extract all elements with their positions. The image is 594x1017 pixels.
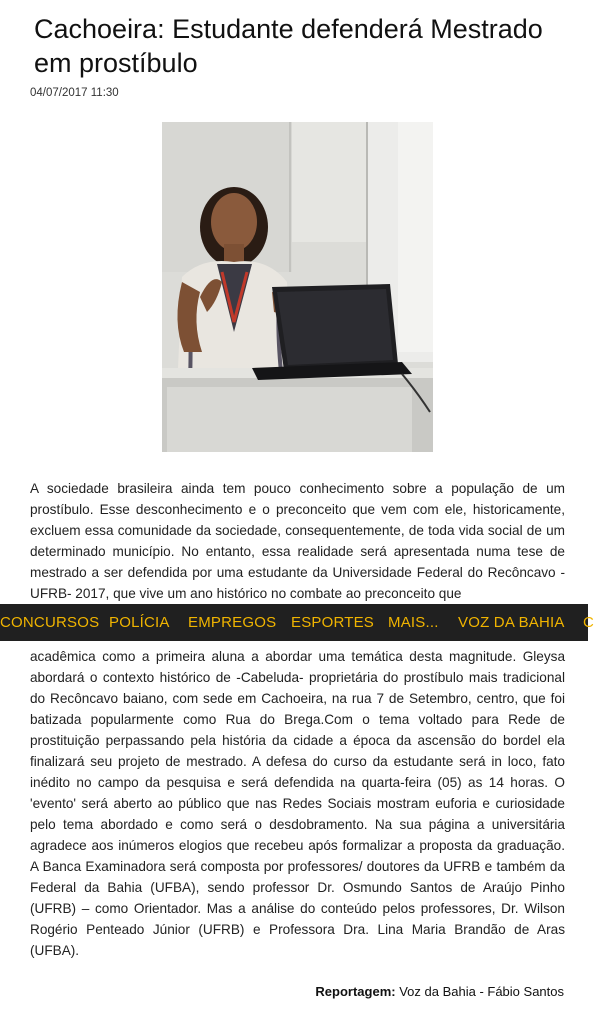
nav-item-empregos[interactable]: EMPREGOS <box>188 614 277 631</box>
nav-item-policia[interactable]: POLÍCIA <box>109 614 170 631</box>
nav-item-mais[interactable]: MAIS... <box>388 614 439 631</box>
article-body <box>30 478 565 604</box>
article-title: Cachoeira: Estudante defenderá Mestrado em prostíbulo <box>34 14 543 78</box>
article-timestamp: 04/07/2017 11:30 <box>30 87 119 99</box>
article-photo <box>162 122 433 452</box>
photo-icon <box>162 122 433 452</box>
credit-value: Voz da Bahia - Fábio Santos <box>399 984 564 999</box>
category-navbar <box>0 604 594 641</box>
article-credit <box>315 984 564 999</box>
nav-item-cut-off[interactable]: C <box>583 614 594 631</box>
nav-item-esportes[interactable]: ESPORTES <box>291 614 375 631</box>
article-paragraph-bottom: acadêmica como a primeira aluna a abordar uma temática desta magnitude. Gleysa abordará o contexto histórico de -Cabeluda- proprietária do prostíbulo mais tradicional do Recôncavo baiano, com sede em Cachoeira, na rua 7 de Setembro, centro, que foi batizada popularmente como Rua do Brega.Com o tema voltado para Rede de prostituição perpassando pela história da cidade a época da ascensão do bordel ela finalizará seu projeto de mestrado. A defesa do curso da estudante será in loco, fato inédito no campo da pesquisa e será defendida na quarta-feira (05) as 14 horas. O 'evento' será aberto ao público que nas Redes Sociais mostram euforia e curiosidade pelo tema abordado e como será o desdobramento. Na sua página a universitária agradece aos inúmeros elogios que recebeu após formalizar a proposta da graduação. A Banca Examinadora será composta por professores/ doutores da UFRB e também da Federal da Bahia (UFBA), sendo professor Dr. Osmundo Santos de Araújo Pinho (UFRB) – como Orientador. Mas a análise do conteúdo pelos professores, Dr. Wilson Rogério Penteado Júnior (UFRB) e Professora Dra. Lina Maria Brandão de Aras (UFBA). <box>30 649 565 958</box>
nav-item-voz-da-bahia[interactable]: VOZ DA BAHIA <box>458 614 565 631</box>
nav-item-concursos[interactable]: CONCURSOS <box>0 614 100 631</box>
article-paragraph-top: A sociedade brasileira ainda tem pouco conhecimento sobre a população de um prostíbulo. Esse desconhecimento e o preconceito que vem com ele, historicamente, excluem essa comunidade da sociedade, consequentemente, de toda vida social de um determinado município. No entanto, essa realidade será apresentada numa tese de mestrado a ser defendida por uma estudante da Universidade Federal do Recôncavo - UFRB- 2017, que vive um ano histórico no combate ao preconceito que <box>30 481 565 601</box>
credit-label: Reportagem: <box>315 984 396 999</box>
article-body-continued <box>30 646 565 961</box>
